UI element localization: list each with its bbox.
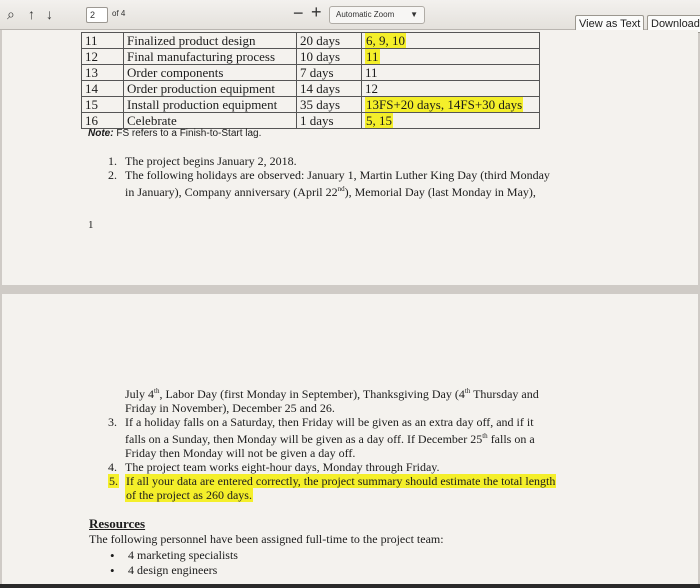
list-item — [108, 168, 550, 199]
list-item: • 4 marketing specialists — [110, 548, 238, 563]
table-note — [88, 128, 261, 139]
predecessor-cell — [362, 81, 540, 97]
list-text-line: The project team works eight-hour days, Monday through Friday. — [125, 460, 440, 474]
pdf-page-2 — [2, 294, 698, 588]
zoom-out-button[interactable]: − — [293, 3, 304, 23]
task-id-cell — [82, 33, 124, 49]
duration-cell — [297, 49, 362, 65]
task-id-cell-text: 12 — [85, 49, 98, 64]
predecessor-cell-text: 13FS+20 days, 14FS+30 days — [366, 97, 523, 112]
task-name-cell-text: Install production equipment — [127, 97, 278, 112]
predecessor-cell — [362, 65, 540, 81]
duration-cell-text: 35 days — [300, 97, 341, 112]
list-item: • 4 design engineers — [110, 563, 238, 578]
task-name-cell — [124, 97, 297, 113]
list-text-line: July 4th, Labor Day (first Monday in September), Thanksgiving Day (4th Thursday and — [125, 387, 539, 401]
predecessor-cell-text: 11 — [365, 65, 378, 80]
predecessor-cell — [362, 97, 540, 113]
task-id-cell — [82, 97, 124, 113]
list-number: 3. — [108, 415, 117, 429]
table-row — [82, 113, 540, 129]
previous-page-icon[interactable]: ↑ — [28, 6, 35, 22]
table-row — [82, 81, 540, 97]
list-text-line: falls on a Sunday, then Monday will be given as a day off. If December 25th falls on a — [125, 432, 535, 446]
task-id-cell — [82, 49, 124, 65]
duration-cell-text: 1 days — [300, 113, 334, 128]
assumption-list-2 — [108, 384, 556, 502]
predecessor-cell-text: 11 — [366, 49, 379, 64]
task-name-cell-text: Celebrate — [127, 113, 177, 128]
zoom-select-label: Automatic Zoom — [336, 10, 395, 19]
table-row — [82, 49, 540, 65]
task-id-cell-text: 15 — [85, 97, 98, 112]
duration-cell — [297, 113, 362, 129]
task-id-cell-text: 16 — [85, 113, 98, 128]
list-item — [108, 460, 556, 474]
duration-cell — [297, 33, 362, 49]
task-id-cell-text: 13 — [85, 65, 98, 80]
list-text: The following holidays are observed: January 1, Martin Luther King Day (third Monday — [125, 168, 550, 182]
resources-list — [110, 548, 238, 578]
task-name-cell — [124, 49, 297, 65]
next-page-icon[interactable]: ↓ — [46, 6, 53, 22]
table-row — [82, 33, 540, 49]
task-id-cell-text: 14 — [85, 81, 98, 96]
zoom-in-button[interactable]: + — [311, 2, 322, 22]
task-id-cell — [82, 65, 124, 81]
predecessor-cell-text: 5, 15 — [366, 113, 392, 128]
note-text: FS refers to a Finish-to-Start lag. — [116, 128, 262, 139]
duration-cell — [297, 81, 362, 97]
page-count: of 4 — [112, 9, 126, 18]
list-number: 5. — [109, 474, 118, 488]
task-name-cell-text: Finalized product design — [127, 33, 256, 48]
list-item — [108, 415, 556, 460]
list-text-line: If a holiday falls on a Saturday, then Friday will be given as an extra day off, and if it — [125, 415, 534, 429]
task-name-cell-text: Order production equipment — [127, 81, 276, 96]
view-as-text-button[interactable]: View as Text — [575, 15, 644, 33]
pdf-toolbar — [0, 0, 700, 30]
assumption-list-1 — [108, 154, 550, 199]
task-name-cell-text: Final manufacturing process — [127, 49, 276, 64]
predecessor-cell-text: 6, 9, 10 — [366, 33, 405, 48]
duration-cell-text: 7 days — [300, 65, 334, 80]
window-bottom-edge — [0, 584, 700, 588]
download-button[interactable]: Download — [647, 15, 700, 33]
chevron-down-icon: ▼ — [410, 10, 418, 19]
highlighted-text: of the project as 260 days. — [126, 488, 252, 502]
resources-heading: Resources — [89, 516, 146, 531]
page-number-label: 1 — [88, 219, 94, 231]
pdf-page-1 — [2, 30, 698, 285]
list-item — [108, 474, 556, 502]
task-name-cell — [124, 81, 297, 97]
predecessor-cell — [362, 113, 540, 129]
resources-intro: The following personnel have been assigned full-time to the project team: — [89, 532, 444, 546]
task-id-cell — [82, 81, 124, 97]
page-number-input[interactable]: 2 — [86, 7, 108, 23]
highlighted-text: If all your data are entered correctly, the project summary should estimate the total length — [126, 474, 556, 488]
task-name-cell — [124, 113, 297, 129]
duration-cell-text: 20 days — [300, 33, 341, 48]
list-item — [108, 384, 556, 415]
list-number: 1. — [108, 154, 117, 168]
duration-cell-text: 14 days — [300, 81, 341, 96]
list-text-line: in January), Company anniversary (April 22nd), Memorial Day (last Monday in May), — [125, 185, 536, 199]
list-item — [108, 154, 550, 168]
zoom-select[interactable] — [329, 6, 425, 24]
duration-cell — [297, 97, 362, 113]
predecessor-cell — [362, 33, 540, 49]
list-text: The project begins January 2, 2018. — [125, 154, 297, 168]
task-name-cell — [124, 65, 297, 81]
task-id-cell — [82, 113, 124, 129]
task-id-cell-text: 11 — [85, 33, 98, 48]
duration-cell-text: 10 days — [300, 49, 341, 64]
note-label: Note: — [88, 128, 114, 139]
list-number: 2. — [108, 168, 117, 182]
duration-cell — [297, 65, 362, 81]
list-text-line: Friday then Monday will not be given a day off. — [125, 446, 356, 460]
table-row — [82, 97, 540, 113]
task-name-cell-text: Order components — [127, 65, 224, 80]
predecessor-cell-text: 12 — [365, 81, 378, 96]
task-table — [81, 32, 540, 129]
task-name-cell — [124, 33, 297, 49]
predecessor-cell — [362, 49, 540, 65]
table-row — [82, 65, 540, 81]
search-icon[interactable]: ⌕ — [7, 6, 15, 22]
list-number: 4. — [108, 460, 117, 474]
list-text-line: Friday in November), December 25 and 26. — [125, 401, 335, 415]
